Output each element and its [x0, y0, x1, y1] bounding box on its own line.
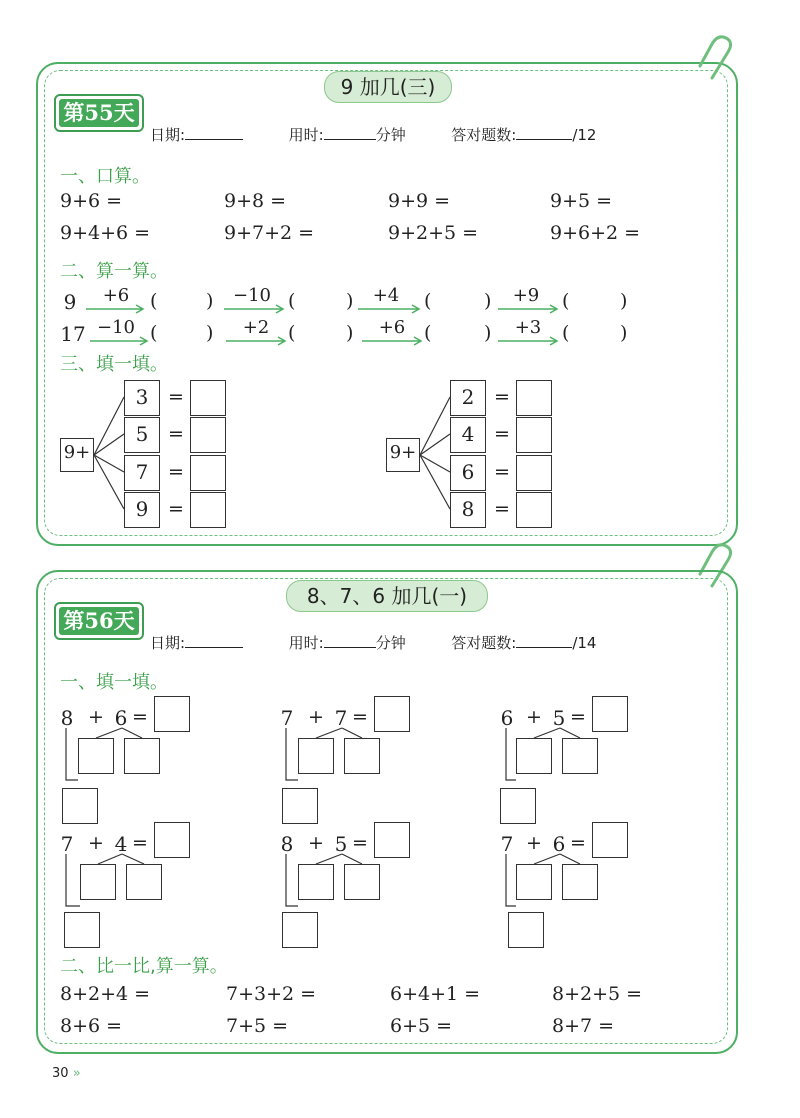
fan-base-label: 9+ — [389, 442, 417, 463]
sum-box[interactable] — [592, 822, 628, 858]
score-field[interactable] — [516, 125, 572, 140]
sum-box[interactable] — [154, 822, 190, 858]
answer-box[interactable] — [516, 455, 552, 491]
date-label: 日期: — [150, 634, 186, 652]
answer-blank[interactable]: ) — [484, 322, 492, 344]
oral-item: 9+6+2 = — [550, 222, 641, 244]
oral-item: 9+5 = — [550, 190, 613, 212]
split-box[interactable] — [298, 738, 334, 774]
answer-blank[interactable]: ) — [206, 290, 214, 312]
answer-blank[interactable]: ) — [620, 290, 628, 312]
chain1-start: 9 — [63, 290, 77, 314]
chain-op-label: +3 — [514, 317, 542, 338]
fan-number: 3 — [135, 385, 149, 409]
equals-sign: = — [168, 461, 184, 483]
split-box[interactable] — [124, 738, 160, 774]
split-box[interactable] — [78, 738, 114, 774]
equals-sign: = — [168, 423, 184, 445]
fan-number: 2 — [461, 385, 475, 409]
compare-item: 6+5 = — [390, 1015, 453, 1037]
time-label: 用时: — [288, 126, 324, 144]
answer-blank[interactable]: ( — [288, 322, 296, 344]
time-field[interactable] — [324, 633, 376, 648]
equals-sign: = — [168, 498, 184, 520]
equals-sign: = — [570, 706, 586, 728]
equals-sign: = — [352, 832, 368, 854]
answer-blank[interactable]: ( — [562, 290, 570, 312]
chain-op-label: +6 — [378, 317, 406, 338]
oral-item: 9+6 = — [60, 190, 123, 212]
answer-box[interactable] — [516, 417, 552, 453]
chain-op-label: −10 — [97, 317, 135, 338]
result-box[interactable] — [282, 912, 318, 948]
score-total: /14 — [572, 634, 597, 652]
split-box[interactable] — [516, 864, 552, 900]
addend-a: 7 — [60, 832, 74, 856]
answer-box[interactable] — [190, 455, 226, 491]
time-unit: 分钟 — [375, 634, 406, 652]
plus-sign: + — [526, 832, 542, 854]
oral-item: 9+9 = — [388, 190, 451, 212]
equals-sign: = — [494, 423, 510, 445]
time-unit: 分钟 — [375, 126, 406, 144]
split-box[interactable] — [126, 864, 162, 900]
time-field[interactable] — [324, 125, 376, 140]
result-box[interactable] — [62, 788, 98, 824]
equals-sign: = — [132, 706, 148, 728]
answer-blank[interactable]: ( — [150, 322, 158, 344]
addend-b: 6 — [114, 706, 128, 730]
addend-a: 8 — [280, 832, 294, 856]
sum-box[interactable] — [154, 696, 190, 732]
page-number — [52, 1066, 81, 1081]
day55-info-row — [150, 124, 650, 145]
addend-b: 5 — [334, 832, 348, 856]
date-field[interactable] — [185, 633, 243, 648]
sum-box[interactable] — [374, 696, 410, 732]
compare-item: 8+6 = — [60, 1015, 123, 1037]
oral-item: 9+7+2 = — [224, 222, 315, 244]
oral-item: 9+2+5 = — [388, 222, 479, 244]
addend-b: 4 — [114, 832, 128, 856]
result-box[interactable] — [508, 912, 544, 948]
equals-sign: = — [168, 386, 184, 408]
day55-heading-fill: 三、填一填。 — [60, 354, 168, 375]
answer-box[interactable] — [516, 380, 552, 416]
addend-b: 6 — [552, 832, 566, 856]
oral-item: 9+8 = — [224, 190, 287, 212]
day55-heading-oral: 一、口算。 — [60, 166, 150, 187]
answer-box[interactable] — [190, 380, 226, 416]
compare-item: 8+2+4 = — [60, 983, 151, 1005]
result-box[interactable] — [282, 788, 318, 824]
answer-blank[interactable]: ( — [288, 290, 296, 312]
split-box[interactable] — [298, 864, 334, 900]
compare-item: 6+4+1 = — [390, 983, 481, 1005]
score-total: /12 — [572, 126, 597, 144]
addend-a: 6 — [500, 706, 514, 730]
plus-sign: + — [88, 706, 104, 728]
chain-op-label: +9 — [512, 285, 540, 306]
fan-number: 6 — [461, 460, 475, 484]
answer-blank[interactable]: ( — [424, 322, 432, 344]
plus-sign: + — [526, 706, 542, 728]
fan-number: 4 — [461, 422, 475, 446]
addend-a: 7 — [280, 706, 294, 730]
day56-heading-compare: 二、比一比,算一算。 — [60, 956, 228, 977]
plus-sign: + — [88, 832, 104, 854]
day55-badge — [54, 94, 144, 132]
split-box[interactable] — [516, 738, 552, 774]
equals-sign: = — [494, 498, 510, 520]
equals-sign: = — [494, 386, 510, 408]
equals-sign: = — [570, 832, 586, 854]
split-box[interactable] — [344, 864, 380, 900]
addend-a: 7 — [500, 832, 514, 856]
sum-box[interactable] — [374, 822, 410, 858]
addend-b: 7 — [334, 706, 348, 730]
split-box[interactable] — [562, 738, 598, 774]
result-box[interactable] — [500, 788, 536, 824]
answer-blank[interactable]: ) — [346, 290, 354, 312]
result-box[interactable] — [64, 912, 100, 948]
split-box[interactable] — [562, 864, 598, 900]
time-label: 用时: — [288, 634, 324, 652]
day56-badge — [54, 602, 144, 640]
score-label: 答对题数: — [451, 126, 517, 144]
addend-a: 8 — [60, 706, 74, 730]
compare-item: 8+2+5 = — [552, 983, 643, 1005]
answer-blank[interactable]: ( — [150, 290, 158, 312]
compare-item: 7+3+2 = — [226, 983, 317, 1005]
chain-op-label: −10 — [233, 285, 271, 306]
fan-number: 9 — [135, 497, 149, 521]
equals-sign: = — [132, 832, 148, 854]
answer-blank[interactable]: ( — [562, 322, 570, 344]
day56-title: 8、7、6 加几(一) — [286, 580, 488, 612]
compare-item: 8+7 = — [552, 1015, 615, 1037]
page-marker-icon: » — [72, 1066, 81, 1081]
sum-box[interactable] — [592, 696, 628, 732]
equals-sign: = — [352, 706, 368, 728]
addend-b: 5 — [552, 706, 566, 730]
chain2-start: 17 — [60, 322, 86, 346]
score-field[interactable] — [516, 633, 572, 648]
chain-op-label: +4 — [372, 285, 400, 306]
split-box[interactable] — [344, 738, 380, 774]
equals-sign: = — [494, 461, 510, 483]
chain-op-label: +6 — [102, 285, 130, 306]
answer-box[interactable] — [190, 492, 226, 528]
fan-number: 8 — [461, 497, 475, 521]
oral-item: 9+4+6 = — [60, 222, 151, 244]
answer-box[interactable] — [516, 492, 552, 528]
answer-blank[interactable]: ) — [206, 322, 214, 344]
answer-blank[interactable]: ) — [620, 322, 628, 344]
day55-heading-chain: 二、算一算。 — [60, 261, 168, 282]
date-field[interactable] — [185, 125, 243, 140]
day55-title: 9 加几(三) — [324, 71, 452, 103]
plus-sign: + — [308, 706, 324, 728]
answer-blank[interactable]: ) — [346, 322, 354, 344]
day56-badge-label: 第56天 — [59, 607, 139, 635]
answer-box[interactable] — [190, 417, 226, 453]
date-label: 日期: — [150, 126, 186, 144]
split-box[interactable] — [80, 864, 116, 900]
answer-blank[interactable]: ) — [484, 290, 492, 312]
plus-sign: + — [308, 832, 324, 854]
chain-op-label: +2 — [242, 317, 270, 338]
answer-blank[interactable]: ( — [424, 290, 432, 312]
day56-info-row — [150, 632, 650, 653]
page-number-text: 30 — [52, 1066, 69, 1081]
fan-base-label: 9+ — [63, 442, 91, 463]
day55-badge-label: 第55天 — [59, 99, 139, 127]
fan-number: 7 — [135, 460, 149, 484]
day56-heading-fill: 一、填一填。 — [60, 672, 168, 693]
fan-number: 5 — [135, 422, 149, 446]
compare-item: 7+5 = — [226, 1015, 289, 1037]
score-label: 答对题数: — [451, 634, 517, 652]
